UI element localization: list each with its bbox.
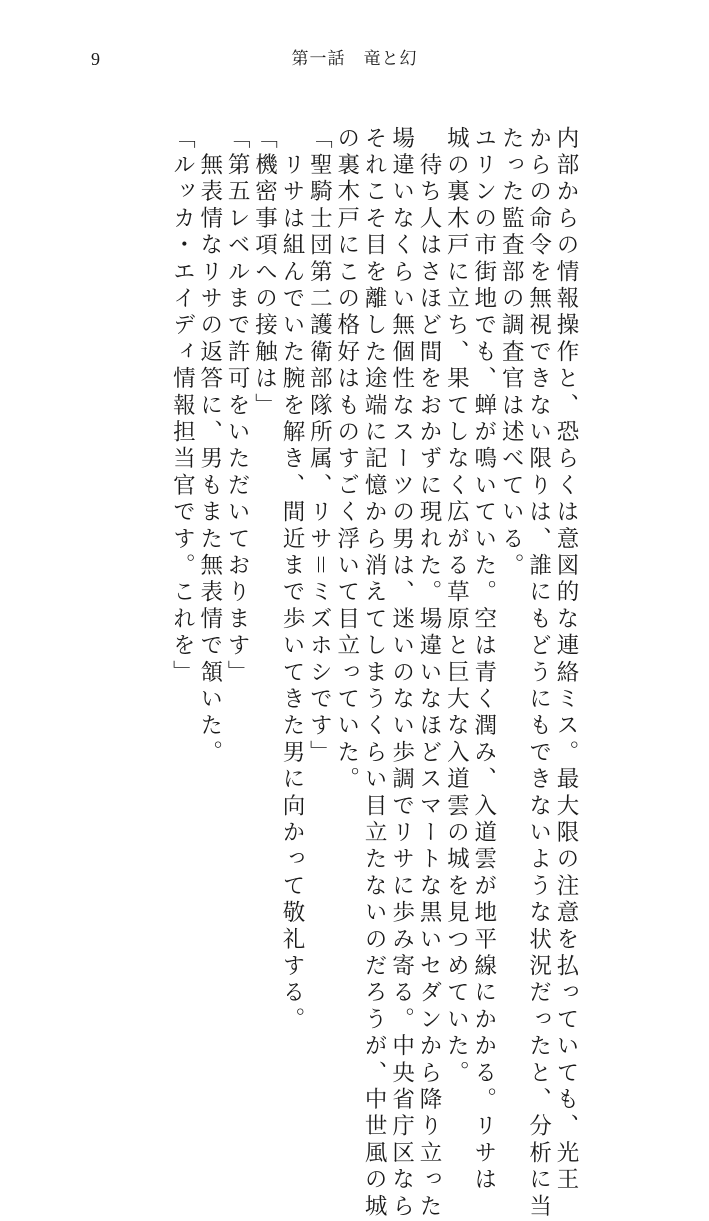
running-title: 第一話 竜と幻 [291, 49, 418, 69]
text-line: 場違いなくらい無個性なスーツの男は、迷いのない歩調でリサに歩み寄る。中央省庁区なら [388, 126, 415, 1221]
text-line: からの命令を無視できない限りは、誰にもどうにもできないような状況だったと、分析に当 [525, 126, 552, 1221]
text-line: の裏木戸にこの格好はものすごく浮いて目立っていた。 [333, 126, 360, 794]
text-line: 城の裏木戸に立ち、果てしなく広がる草原と巨大な入道雲の城を見つめていた。 [443, 126, 470, 1088]
text-line: ユリンの市街地でも、蝉が鳴いていた。空は青く潤み、入道雲が地平線にかかる。リサは [470, 126, 497, 1194]
text-line: それこそ目を離した途端に記憶から消えてしまうくらい目立たないのだろうが、中世風の城 [361, 126, 388, 1221]
page-number: 9 [91, 49, 100, 69]
text-line: たった監査部の調査官は述べている。 [498, 126, 525, 580]
dialogue-line: 「機密事項への接触は」 [251, 126, 278, 420]
text-line: リサは組んでいた腕を解き、間近まで歩いてきた男に向かって敬礼する。 [278, 126, 305, 1034]
dialogue-line: 「ルッカ・エイディ情報担当官です。これを」 [169, 126, 196, 687]
text-line: 内部からの情報操作と、恐らくは意図的な連絡ミス。最大限の注意を払っていても、光王 [553, 126, 579, 1194]
dialogue-line: 「聖騎士団第二護衛部隊所属、リサ＝ミズホシです」 [306, 126, 333, 767]
body-text [95, 126, 579, 1221]
text-line: 無表情なリサの返答に、男もまた無表情で頷いた。 [196, 126, 223, 767]
text-line: 待ち人はさほど間をおかずに現れた。場違いなほどスマートな黒いセダンから降り立った [415, 126, 442, 1221]
dialogue-line: 「第五レベルまで許可をいただいております」 [224, 126, 251, 687]
